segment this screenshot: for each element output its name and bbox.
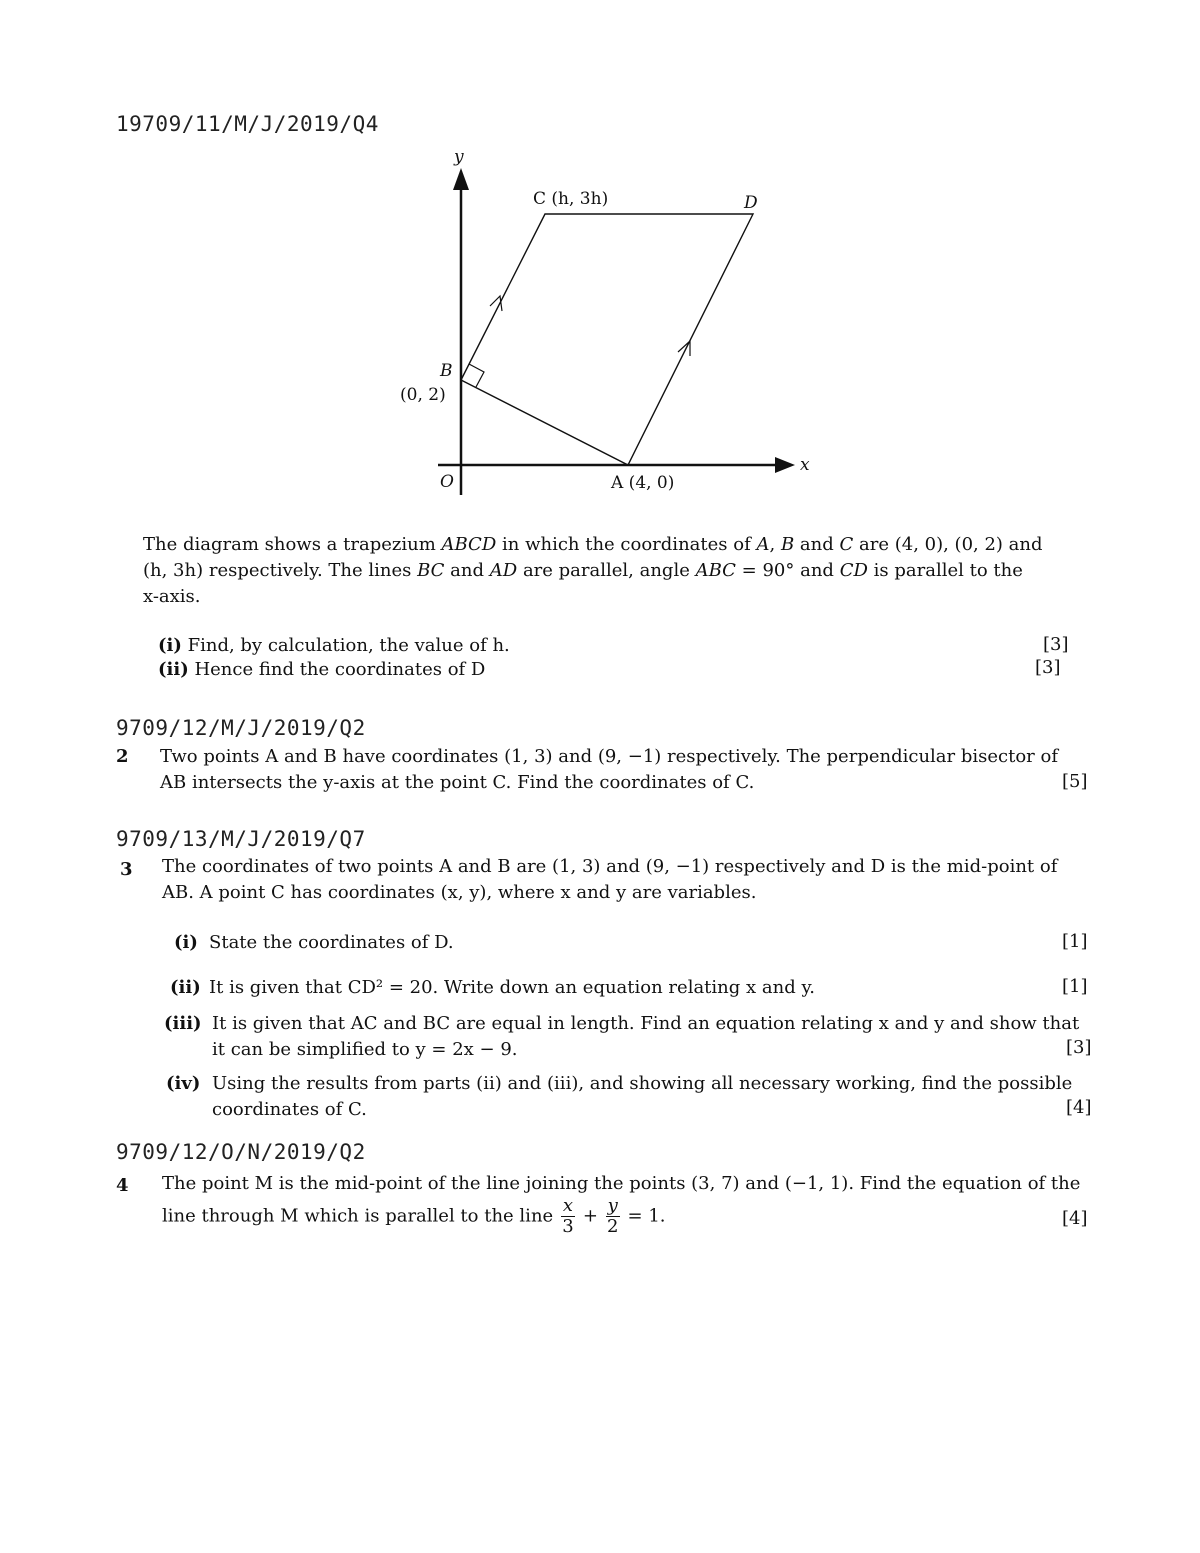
fraction-x-over-3: $\frac{x}{3}$: [562, 1195, 574, 1237]
q3-part-iii-text: It is given that AC and BC are equal in length. Find an equation relating x and y and show that it can be simplified to y = 2x − 9.: [212, 1013, 1080, 1060]
q3-part-ii-text: It is given that CD² = 20. Write down an equation relating x and y.: [209, 977, 815, 998]
trapezium-abcd: [461, 214, 753, 465]
q3-part-ii-num: (ii): [170, 977, 201, 998]
question-code: 9709/12/M/J/2019/Q2: [116, 716, 366, 740]
q1-intro: The diagram shows a trapezium ABCD in which the coordinates of A, B and C are (4, 0), (0, 2) and (h, 3h) respectively. The lines BC and AD are parallel, angle ABC = 90° and CD is parallel to the x-axis.: [143, 534, 1043, 607]
point-c-label: C (h, 3h): [533, 189, 609, 209]
q2-mark: [5]: [1062, 771, 1088, 792]
y-axis-label: y: [454, 147, 464, 167]
q1-part-ii: (ii) Hence find the coordinates of D: [158, 659, 486, 680]
point-d-label: D: [744, 193, 758, 213]
y-axis-arrow-icon: [453, 168, 469, 190]
origin-label: O: [440, 472, 454, 492]
q3-part-iv-num: (iv): [166, 1073, 201, 1094]
question-code: 9709/12/O/N/2019/Q2: [116, 1140, 366, 1164]
q3-part-iii-mark: [3]: [1066, 1037, 1092, 1058]
q4-mark: [4]: [1062, 1208, 1088, 1229]
right-angle-marker: [469, 364, 484, 387]
question-number: 4: [116, 1175, 129, 1196]
q3-part-iv-mark: [4]: [1066, 1097, 1092, 1118]
x-axis-label: x: [800, 455, 810, 475]
q3-part-iv-text: Using the results from parts (ii) and (iii), and showing all necessary working, find the possible coordinates of C.: [212, 1073, 1073, 1120]
question-code: 9709/13/M/J/2019/Q7: [116, 827, 366, 851]
q3-part-i-num: (i): [174, 932, 198, 953]
question-code: 19709/11/M/J/2019/Q4: [116, 112, 379, 136]
q3-text: The coordinates of two points A and B are (1, 3) and (9, −1) respectively and D is the mid-point of AB. A point C has coordinates (x, y), where x and y are variables.: [162, 856, 1058, 903]
q3-part-ii-mark: [1]: [1062, 976, 1088, 997]
point-a-label: A (4, 0): [611, 473, 675, 493]
q4-line1: The point M is the mid-point of the line joining the points (3, 7) and (−1, 1). Find the equation of the: [162, 1173, 1081, 1194]
q3-part-i-mark: [1]: [1062, 931, 1088, 952]
fraction-y-over-2: $\frac{y}{2}$: [607, 1195, 619, 1237]
q3-part-iii-num: (iii): [164, 1013, 202, 1034]
q1-part-ii-mark: [3]: [1035, 657, 1061, 678]
q4-line2: line through M which is parallel to the line $\frac{x}{3}$ + $\frac{y}{2}$ = 1.: [162, 1195, 666, 1237]
x-axis-arrow-icon: [775, 457, 795, 473]
q2-text: Two points A and B have coordinates (1, 3) and (9, −1) respectively. The perpendicular bisector of AB intersects the y-axis at the point C. Find the coordinates of C.: [160, 746, 1058, 793]
point-b-coords: (0, 2): [400, 385, 446, 405]
q3-part-i-text: State the coordinates of D.: [209, 932, 454, 953]
question-number: 3: [120, 859, 133, 880]
q1-part-i: (i) Find, by calculation, the value of h.: [158, 635, 510, 656]
point-b-label: B: [440, 361, 453, 381]
q1-part-i-mark: [3]: [1043, 634, 1069, 655]
question-number: 2: [116, 746, 129, 767]
trapezium-diagram: [380, 140, 840, 510]
